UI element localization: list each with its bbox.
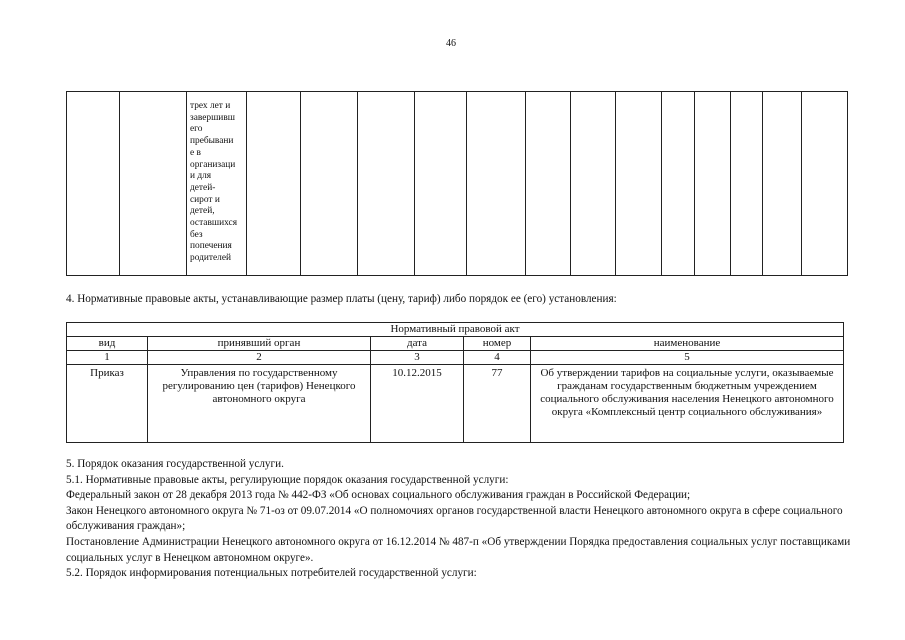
- act-organ-cell: Управления по государственному регулированию цен (тарифов) Ненецкого автономного округа: [148, 365, 371, 443]
- cell-text-line: его: [190, 124, 203, 135]
- section-5-1-heading: 5.1. Нормативные правовые акты, регулирующие порядок оказания государственной услуги:: [66, 473, 509, 486]
- table-cell: [662, 92, 695, 276]
- act-date-cell: 10.12.2015: [371, 365, 464, 443]
- column-number: 3: [371, 351, 464, 365]
- column-header: принявший орган: [148, 337, 371, 351]
- cell-text-line: родителей: [190, 253, 232, 264]
- cell-text-line: попечения: [190, 241, 232, 252]
- cell-text-line: трех лет и: [190, 101, 231, 111]
- table-cell: [802, 92, 848, 276]
- cell-text-line: е в: [190, 147, 201, 158]
- cell-text-line: детей-: [190, 182, 216, 193]
- table-group-header: Нормативный правовой акт: [67, 323, 844, 337]
- table-cell: [67, 92, 120, 276]
- column-number: 5: [531, 351, 844, 365]
- act-name-cell: Об утверждении тарифов на социальные услуги, оказываемые гражданам государственным бюджетным учреждением социального обслуживания населения Ненецкого автономного округа «Комплексный центр социального обслуживания»: [531, 365, 844, 443]
- law-paragraph: Федеральный закон от 28 декабря 2013 года № 442-ФЗ «Об основах социального обслуживания граждан в Российской Федерации;: [66, 489, 691, 502]
- column-number: 2: [148, 351, 371, 365]
- section-4-heading: 4. Нормативные правовые акты, устанавливающие размер платы (цену, тариф) либо порядок ее (его) установления:: [66, 293, 617, 305]
- column-header: номер: [464, 337, 531, 351]
- table-cell: [467, 92, 526, 276]
- cell-text-line: пребывани: [190, 136, 234, 147]
- column-header: вид: [67, 337, 148, 351]
- cell-text-line: оставшихся: [190, 218, 238, 229]
- cell-text-line: детей,: [190, 206, 215, 217]
- table-cell: [120, 92, 187, 276]
- column-header: наименование: [531, 337, 844, 351]
- column-header: дата: [371, 337, 464, 351]
- section-5: [66, 457, 856, 582]
- table-cell: [526, 92, 571, 276]
- cell-text-line: завершивш: [190, 112, 235, 123]
- table-cell: [301, 92, 358, 276]
- cell-text-line: организаци: [190, 159, 236, 170]
- law-paragraph: Постановление Администрации Ненецкого автономного округа от 16.12.2014 № 487-п «Об утверждении Порядка предоставления социальных услуг поставщиками социальных услуг в Ненецком автономном округе».: [66, 535, 851, 564]
- normative-acts-table: [66, 322, 844, 443]
- column-number: 4: [464, 351, 531, 365]
- table-cell: [695, 92, 731, 276]
- table-cell: [358, 92, 415, 276]
- cell-text-line: сирот и: [190, 194, 220, 205]
- act-type-cell: Приказ: [67, 365, 148, 443]
- table-cell: [415, 92, 467, 276]
- table-cell: [763, 92, 802, 276]
- section-5-2-heading: 5.2. Порядок информирования потенциальных потребителей государственной услуги:: [66, 567, 477, 580]
- law-paragraph: Закон Ненецкого автономного округа № 71-оз от 09.07.2014 «О полномочиях органов государственной власти Ненецкого автономного округа в сфере социального обслуживания граждан»;: [66, 504, 843, 533]
- table-cell: [247, 92, 301, 276]
- continuation-table: [66, 91, 848, 276]
- table-cell-description: [187, 92, 247, 276]
- act-number-cell: 77: [464, 365, 531, 443]
- page-number: 46: [446, 38, 456, 49]
- cell-text-line: без: [190, 229, 203, 240]
- table-cell: [731, 92, 763, 276]
- section-5-heading: 5. Порядок оказания государственной услуги.: [66, 458, 284, 470]
- column-number: 1: [67, 351, 148, 365]
- cell-text-line: и для: [190, 171, 212, 182]
- table-cell: [616, 92, 662, 276]
- table-cell: [571, 92, 616, 276]
